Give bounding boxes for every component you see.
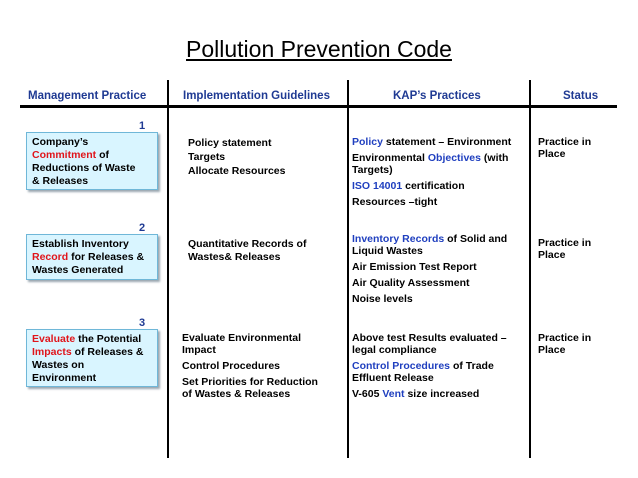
practice-3-line-2-rest: of Releases &	[71, 346, 144, 358]
status-3-line-2: Place	[538, 344, 566, 356]
practice-box-2	[26, 234, 158, 280]
policy-highlight: Policy	[352, 136, 383, 148]
kap-3-item-3	[352, 388, 527, 400]
practice-box-3	[26, 329, 158, 387]
kap-3-item-1-b: legal compliance	[352, 344, 437, 356]
kap-2-item-1	[352, 233, 527, 257]
guideline-3-3-a: Set Priorities for Reduction	[182, 376, 318, 388]
kap-2-item-2: Air Emission Test Report	[352, 261, 477, 273]
kap-2-item-1-c: Liquid Wastes	[352, 245, 423, 257]
column-divider-3	[529, 80, 531, 458]
status-3	[538, 332, 591, 356]
practice-3-line-1	[32, 333, 152, 346]
status-1	[538, 136, 591, 160]
kap-1-item-3-rest: certification	[402, 180, 465, 192]
practice-2-line-2-rest: for Releases &	[68, 251, 145, 263]
practice-1-line-4: & Releases	[32, 175, 89, 187]
kap-3-item-3-c: size increased	[404, 388, 480, 400]
kap-3-item-2-rest: of Trade	[450, 360, 494, 372]
kap-3-item-3-a: V-605	[352, 388, 383, 400]
practice-2-line-2	[32, 251, 152, 264]
status-3-line-1: Practice in	[538, 332, 592, 344]
status-2-line-2: Place	[538, 249, 566, 261]
kap-1-item-1	[352, 136, 527, 148]
guideline-1-2: Targets	[188, 151, 226, 163]
practice-3-line-4: Environment	[32, 372, 97, 384]
guideline-3-3-b: of Wastes & Releases	[182, 388, 291, 400]
guidelines-3	[182, 332, 347, 400]
kap-1-item-2-c: (with	[480, 152, 509, 164]
iso-highlight: ISO 14001	[352, 180, 403, 192]
row-number-1: 1	[139, 120, 146, 132]
kap-3-item-1-a: Above test Results evaluated –	[352, 332, 507, 344]
kap-2-item-3: Air Quality Assessment	[352, 277, 470, 289]
practice-3-line-2	[32, 346, 152, 359]
kap-3-item-1	[352, 332, 527, 356]
practice-1-line-2-rest: of	[96, 149, 109, 161]
kap-1-item-2-d: Targets)	[352, 164, 393, 176]
practice-3-line-1-rest: the Potential	[75, 333, 142, 345]
guidelines-1	[188, 136, 285, 178]
page-title: Pollution Prevention Code	[186, 36, 452, 62]
kap-1-item-2-a: Environmental	[352, 152, 428, 164]
practice-1-line-1: Company’s	[32, 136, 89, 148]
control-procedures-highlight: Control Procedures	[352, 360, 451, 372]
header-management-practice: Management Practice	[28, 90, 147, 102]
kap-1-item-1-rest: statement – Environment	[382, 136, 512, 148]
header-status: Status	[563, 90, 599, 102]
kap-1-item-2	[352, 152, 527, 176]
row-number-3: 3	[139, 317, 146, 329]
status-2-line-1: Practice in	[538, 237, 592, 249]
column-divider-2	[347, 80, 349, 458]
practice-2-line-1: Establish Inventory	[32, 238, 129, 250]
evaluate-highlight: Evaluate	[32, 333, 76, 345]
guideline-3-1	[182, 332, 347, 356]
guidelines-2	[188, 238, 306, 264]
kap-2-item-4: Noise levels	[352, 293, 413, 305]
row-number-2: 2	[139, 222, 146, 234]
vent-highlight: Vent	[382, 388, 405, 400]
header-kap-practices: KAP’s Practices	[393, 90, 481, 102]
status-2	[538, 237, 591, 261]
commitment-highlight: Commitment	[32, 149, 97, 161]
guideline-1-1: Policy statement	[188, 137, 272, 149]
status-1-line-2: Place	[538, 148, 566, 160]
kap-2-item-1-rest: of Solid and	[444, 233, 508, 245]
practice-3-line-3: Wastes on	[32, 359, 85, 371]
kap-3-item-2-c: Effluent Release	[352, 372, 434, 384]
kap-1-item-3	[352, 180, 527, 192]
guideline-2-line-2: Wastes& Releases	[188, 251, 281, 263]
header-implementation-guidelines: Implementation Guidelines	[183, 90, 330, 102]
practice-1-line-3: Reductions of Waste	[32, 162, 136, 174]
guideline-3-1-b: Impact	[182, 344, 216, 356]
column-divider-1	[167, 80, 169, 458]
kap-3-item-2	[352, 360, 527, 384]
guideline-3-2: Control Procedures	[182, 360, 281, 372]
guideline-2-line-1: Quantitative Records of	[188, 238, 307, 250]
practice-box-1	[26, 132, 158, 190]
header-divider	[20, 105, 617, 108]
impacts-highlight: Impacts	[32, 346, 72, 358]
inventory-records-highlight: Inventory Records	[352, 233, 445, 245]
status-1-line-1: Practice in	[538, 136, 592, 148]
practice-2-line-3: Wastes Generated	[32, 264, 124, 276]
guideline-3-1-a: Evaluate Environmental	[182, 332, 302, 344]
record-highlight: Record	[32, 251, 69, 263]
kap-1	[352, 136, 527, 208]
kap-3	[352, 332, 527, 400]
guideline-1-3: Allocate Resources	[188, 165, 286, 177]
guideline-3-3	[182, 376, 347, 400]
kap-1-item-4: Resources –tight	[352, 196, 438, 208]
practice-1-line-2	[32, 149, 152, 162]
objectives-highlight: Objectives	[427, 152, 481, 164]
kap-2	[352, 233, 527, 305]
